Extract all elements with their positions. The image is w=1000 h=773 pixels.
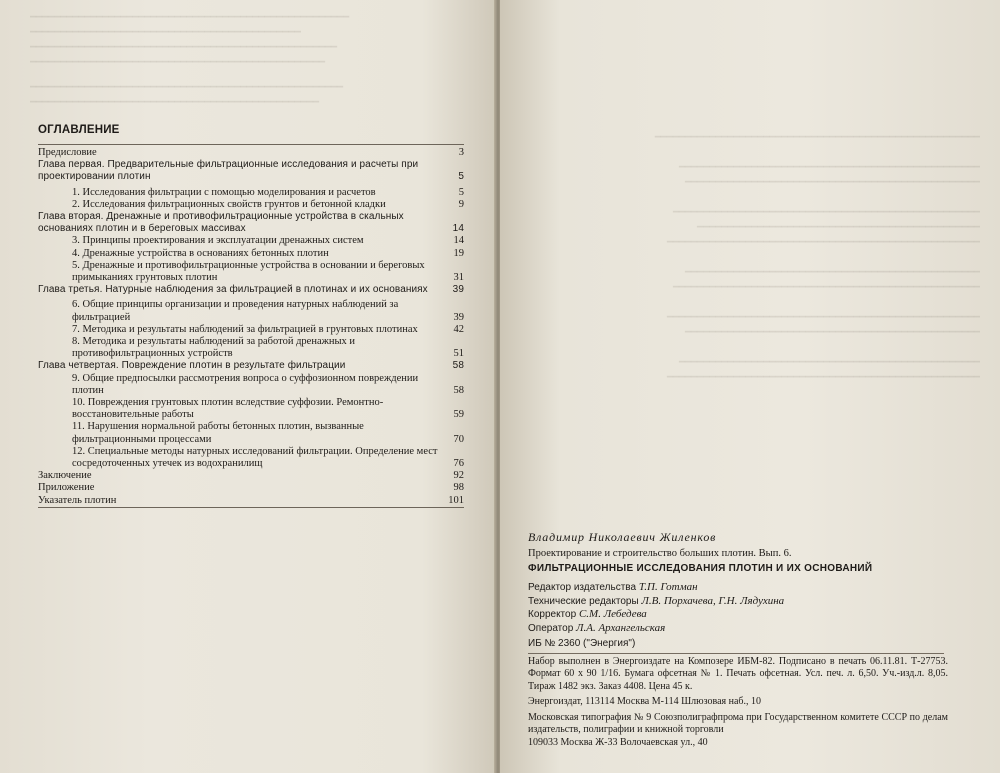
toc-chapter-2[interactable]: Глава вторая. Дренажные и противофильтрационные устройства в скальных основаниях плотин и в береговых массивах 14 <box>38 211 464 235</box>
show-through-text: ━━━━━━━━━━━━━━━━━━━━━━━━━━━━━━━━━━━━━━━━━━━━━━━━━━━━━ ━━━━━━━━━━━━━━━━━━━━━━━━━━━━━━━━━━━━━━━━━━━━━ ━━━━━━━━━━━━━━━━━━━━━━━━━━━━━━━━━━━━━━━━━━━━━━━━━━━ ━━━━━━━━━━━━━━━━━━━━━━━━━━━━━━━━━━━━━━━━━━━━━━━━━ <box>30 12 350 68</box>
series-title: Проектирование и строительство больших плотин. Вып. 6. <box>528 548 792 559</box>
isbn: ИБ № 2360 ("Энергия") <box>528 638 636 649</box>
right-page <box>500 0 1000 773</box>
toc-entry-7[interactable]: 7. Методика и результаты наблюдений за фильтрацией в грунтовых плотинах 42 <box>72 323 464 335</box>
credits <box>528 581 784 635</box>
show-through-text: ━━━━━━━━━━━━━━━━━━━━━━━━━━━━━━━━━━━━━━━━━━━━━━━━━━━━━━ ━━━━━━━━━━━━━━━━━━━━━━━━━━━━━━━━━━━━━━━━━━━━━━━━━━ ━━━━━━━━━━━━━━━━━━━━━━━━━━━━━━━━━━━━━━━━━━━━━━━━━ ━━━━━━━━━━━━━━━━━━━━━━━━━━━━━━━━━━━━━━━━━━━━━━━━━━━ ━━━━━━━━━━━━━━━━━━━━━━━━━━━━━━━━━━━━━━━━━━━━━━━ ━━━━━━━━━━━━━━━━━━━━━━━━━━━━━━━━━━━━━━━━━━━━━━━━━━━━ ━━━━━━━━━━━━━━━━━━━━━━━━━━━━━━━━━━━━━━━━━━━━━━━━━ ━━━━━━━━━━━━━━━━━━━━━━━━━━━━━━━━━━━━━━━━━━━━━━━━━━━ ━━━━━━━━━━━━━━━━━━━━━━━━━━━━━━━━━━━━━━━━━━━━━━━━━━━━ ━━━━━━━━━━━━━━━━━━━━━━━━━━━━━━━━━━━━━━━━━━━━━━━━━ ━━━━━━━━━━━━━━━━━━━━━━━━━━━━━━━━━━━━━━━━━━━━━━━━━━ ━━━━━━━━━━━━━━━━━━━━━━━━━━━━━━━━━━━━━━━━━━━━━━━━━━━━ <box>654 132 980 383</box>
toc-entry-1[interactable]: 1. Исследования фильтрации с помощью моделирования и расчетов 5 <box>72 186 464 198</box>
toc-entry-5[interactable]: 5. Дренажные и противофильтрационные устройства в основании и береговых примыканиях грунтовых плотин 31 <box>72 259 464 284</box>
toc-entry-appendix[interactable]: Приложение 98 <box>38 482 464 494</box>
credit-operator: Оператор Л.А. Архангельская <box>528 621 666 634</box>
toc-entry-4[interactable]: 4. Дренажные устройства в основаниях бетонных плотин 19 <box>72 247 464 259</box>
publisher-address: Энергоиздат, 113114 Москва М-114 Шлюзовая наб., 10 <box>528 695 762 707</box>
printer-name: Московская типография № 9 Союзполиграфпрома при Государственном комитете СССР по делам издательств, полиграфии и книжной торговли <box>528 712 948 736</box>
toc-entry-10[interactable]: 10. Повреждения грунтовых плотин вследствие суффозии. Ремонтно-восстановительные работы 59 <box>72 397 464 421</box>
toc-chapter-3[interactable]: Глава третья. Натурные наблюдения за фильтрацией в плотинах и их основаниях 39 <box>38 284 464 296</box>
print-details: Набор выполнен в Энергоиздате на Композере ИБМ-82. Подписано в печать 06.11.81. Т-27753. Формат 60 х 90 1/16. Бумага офсетная № 1. Печать офсетная. Усл. печ. л. 6,50. Уч.-изд.л. 8,05. Тираж 1482 экз. Заказ 4408. Цена 45 к. <box>528 656 948 692</box>
toc-chapter-4[interactable]: Глава четвертая. Повреждение плотин в результате фильтрации 58 <box>38 360 464 372</box>
divider <box>528 653 944 654</box>
toc-chapter-1[interactable]: Глава первая. Предварительные фильтрационные исследования и расчеты при проектировании плотин 5 <box>38 159 464 183</box>
credit-corrector: Корректор С.М. Лебедева <box>528 608 647 620</box>
toc-entry-6[interactable]: 6. Общие принципы организации и проведения натурных наблюдений за фильтрацией 39 <box>72 299 464 323</box>
toc-heading: ОГЛАВЛЕНИЕ <box>38 124 120 136</box>
show-through-text: ━━━━━━━━━━━━━━━━━━━━━━━━━━━━━━━━━━━━━━━━━━━━━━━━━━━━ ━━━━━━━━━━━━━━━━━━━━━━━━━━━━━━━━━━━━━━━━━━━━━━━━ <box>30 82 344 108</box>
credit-tech-editors: Технические редакторы Л.В. Порхачева, Г.Н. Лядухина <box>528 594 785 607</box>
left-page <box>0 0 497 773</box>
printer-address: 109033 Москва Ж-33 Волочаевская ул., 40 <box>528 736 708 748</box>
imprint-block <box>528 656 948 749</box>
toc-entry-11[interactable]: 11. Нарушения нормальной работы бетонных плотин, вызванные фильтрационными процессами 70 <box>72 421 464 445</box>
toc-entry-conclusion[interactable]: Заключение 92 <box>38 470 464 482</box>
credit-editor: Редактор издательства Т.П. Готман <box>528 581 698 593</box>
toc-entry-8[interactable]: 8. Методика и результаты наблюдений за работой дренажных и противофильтрационных устройств 51 <box>72 336 464 360</box>
table-of-contents <box>38 144 464 508</box>
toc-entry-dam-index[interactable]: Указатель плотин 101 <box>38 494 464 506</box>
toc-entry-2[interactable]: 2. Исследования фильтрационных свойств грунтов и бетонной кладки 9 <box>72 198 464 210</box>
toc-entry-preface[interactable]: Предисловие 3 <box>38 147 464 158</box>
toc-entry-12[interactable]: 12. Специальные методы натурных исследований фильтрации. Определение мест сосредоточенных утечек из водохранилищ 76 <box>72 445 464 470</box>
book-title: ФИЛЬТРАЦИОННЫЕ ИССЛЕДОВАНИЯ ПЛОТИН И ИХ ОСНОВАНИЙ <box>528 563 873 574</box>
toc-entry-3[interactable]: 3. Принципы проектирования и эксплуатации дренажных систем 14 <box>72 235 464 247</box>
author-name: Владимир Николаевич Жиленков <box>528 530 717 544</box>
toc-entry-9[interactable]: 9. Общие предпосылки рассмотрения вопроса о суффозионном повреждении плотин 58 <box>72 372 464 396</box>
